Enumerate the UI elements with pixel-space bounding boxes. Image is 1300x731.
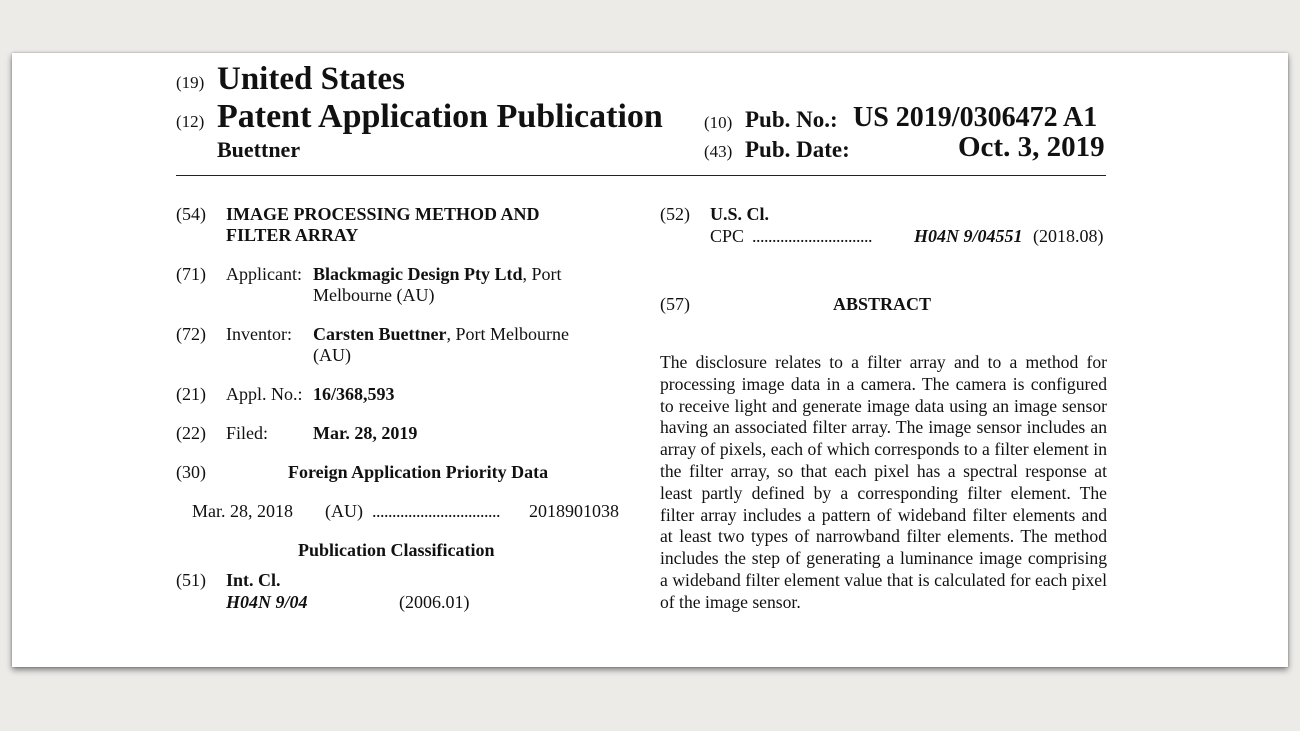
publication-number: US 2019/0306472 A1 <box>853 102 1098 133</box>
inventor-location-part-2: (AU) <box>313 345 351 365</box>
inid-code-57: (57) <box>660 294 690 314</box>
filing-date: Mar. 28, 2019 <box>313 423 418 443</box>
applicant-location-part-1: , Port <box>522 264 562 284</box>
applicant-location-part-2: Melbourne (AU) <box>313 285 435 305</box>
priority-date: Mar. 28, 2018 <box>192 501 293 521</box>
publication-classification-heading: Publication Classification <box>298 540 495 560</box>
cpc-version: (2018.08) <box>1033 226 1104 246</box>
inventor-label: Inventor: <box>226 324 292 344</box>
abstract-text: The disclosure relates to a filter array and to a method for processing image data in a camera. The camera is configured to receive light and generate image data using an image sensor having an associated filter array. The image sensor includes an array of pixels, each of which corresponds to a filter element in the filter array, so that each pixel has a spectral response at least partly defined by a corresponding filter element. The filter array includes a pattern of wideband filter elements and at least two types of narrowband filter elements. The method includes the step of generating a luminance image comprising a wideband filter element value that is calculated for each pixel of the image sensor. <box>660 352 1107 612</box>
cpc-label: CPC <box>710 226 745 246</box>
inid-code-30: (30) <box>176 462 206 482</box>
appl-no-label: Appl. No.: <box>226 384 303 404</box>
application-number: 16/368,593 <box>313 384 395 404</box>
inid-code-22: (22) <box>176 423 206 443</box>
priority-country: (AU) <box>325 501 363 521</box>
inventor-surname: Buettner <box>217 137 301 162</box>
inventor-name: Carsten Buettner <box>313 324 447 344</box>
inid-code-54: (54) <box>176 204 206 224</box>
applicant-label: Applicant: <box>226 264 302 284</box>
int-cl-label: Int. Cl. <box>226 570 281 590</box>
foreign-priority-heading: Foreign Application Priority Data <box>288 462 549 482</box>
publication-type-title: Patent Application Publication <box>217 98 663 135</box>
applicant-name: Blackmagic Design Pty Ltd <box>313 264 523 284</box>
country-title: United States <box>217 61 405 97</box>
int-cl-version: (2006.01) <box>399 592 470 612</box>
priority-number: 2018901038 <box>529 501 619 521</box>
inid-code-52: (52) <box>660 204 690 224</box>
inid-code-43: (43) <box>704 142 733 161</box>
header-divider <box>176 175 1106 176</box>
inid-code-21: (21) <box>176 384 206 404</box>
inid-code-19: (19) <box>176 73 205 92</box>
invention-title-line-2: FILTER ARRAY <box>226 225 359 245</box>
cpc-leader-dots: .............................. <box>752 226 872 246</box>
filed-label: Filed: <box>226 423 269 443</box>
inid-code-12: (12) <box>176 112 205 131</box>
inid-code-51: (51) <box>176 570 206 590</box>
abstract-heading: ABSTRACT <box>833 294 932 314</box>
us-cl-label: U.S. Cl. <box>710 204 770 224</box>
applicant-line-1 <box>313 264 562 285</box>
inid-code-71: (71) <box>176 264 206 284</box>
pub-no-label: Pub. No.: <box>745 107 838 132</box>
cpc-class: H04N 9/04551 <box>914 226 1023 246</box>
pub-date-label: Pub. Date: <box>745 137 850 162</box>
publication-date: Oct. 3, 2019 <box>958 131 1105 163</box>
invention-title-line-1: IMAGE PROCESSING METHOD AND <box>226 204 540 224</box>
int-cl-class: H04N 9/04 <box>226 592 308 612</box>
inventor-line-1 <box>313 324 569 345</box>
inventor-location-part-1: , Port Melbourne <box>446 324 569 344</box>
inid-code-10: (10) <box>704 113 733 132</box>
priority-leader-dots: ................................ <box>372 501 500 521</box>
inid-code-72: (72) <box>176 324 206 344</box>
